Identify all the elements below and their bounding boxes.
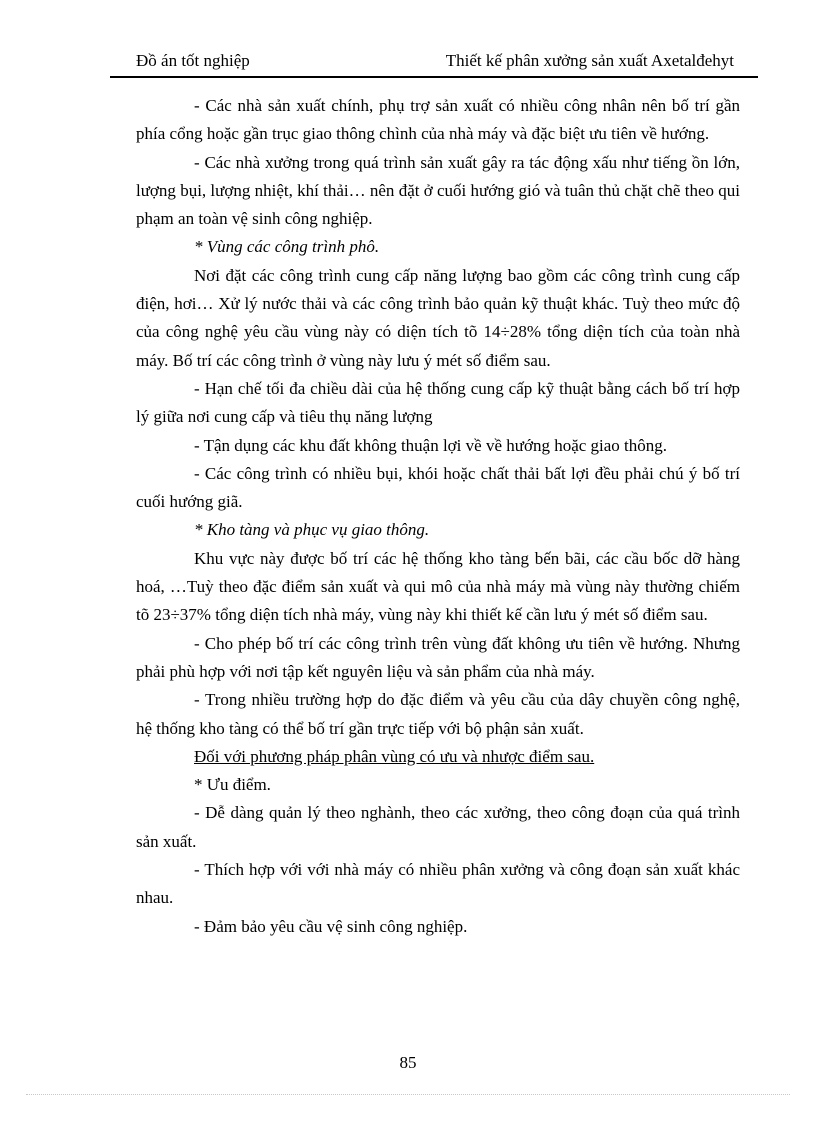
paragraph: - Đảm bảo yêu cầu vệ sinh công nghiệp. <box>194 916 468 936</box>
underlined-heading: Đối với phương pháp phân vùng có ưu và nhược điểm sau. <box>194 746 595 766</box>
section-heading: * Kho tàng và phục vụ giao thông. <box>194 520 430 540</box>
subheading: * Ưu điểm. <box>194 775 271 795</box>
section-heading: * Vùng các công trình phô. <box>194 237 380 257</box>
footer-divider <box>26 1094 790 1095</box>
page-number: 85 <box>399 1053 417 1072</box>
document-body <box>136 92 740 941</box>
header-right-title: Thiết kế phân xưởng sản xuất Axetalđehyt <box>445 51 734 70</box>
page-header <box>110 48 758 78</box>
paragraph: - Cho phép bố trí các công trình trên vùng đất không ưu tiên về hướng. Nhưng phải phù hợp với nơi tập kết nguyên liệu và sản phẩm của nhà máy. <box>136 633 740 681</box>
paragraph: - Hạn chế tối đa chiều dài của hệ thống cung cấp kỹ thuật bằng cách bố trí hợp lý giữa nơi cung cấp và tiêu thụ năng lượng <box>136 378 740 427</box>
paragraph: - Các nhà xưởng trong quá trình sản xuất gây ra tác động xấu như tiếng ồn lớn, lượng bụi, lượng nhiệt, khí thải… nên đặt ở cuối hướng gió và tuân thủ chặt chẽ theo qui phạm an toàn vệ sinh công nghiệp. <box>136 152 740 229</box>
header-left-title: Đồ án tốt nghiệp <box>136 51 250 70</box>
paragraph: Nơi đặt các công trình cung cấp năng lượng bao gồm các công trình cung cấp điện, hơi… Xử lý nước thải và các công trình bảo quản kỹ thuật khác. Tuỳ theo mức độ của công nghệ yêu cầu vùng này có diện tích tõ 14÷28% tổng diện tích của toàn nhà máy. Bố trí các công trình ở vùng này lưu ý mét số điểm sau. <box>136 265 740 370</box>
paragraph: - Các công trình có nhiều bụi, khói hoặc chất thải bất lợi đều phải chú ý bố trí cuối hướng giã. <box>136 463 740 512</box>
paragraph: - Tận dụng các khu đất không thuận lợi về về hướng hoặc giao thông. <box>194 435 668 455</box>
paragraph: - Dễ dàng quản lý theo nghành, theo các xưởng, theo công đoạn của quá trình sản xuất. <box>136 803 740 851</box>
paragraph: - Thích hợp với với nhà máy có nhiều phân xưởng và công đoạn sản xuất khác nhau. <box>136 860 740 908</box>
paragraph: - Trong nhiều trường hợp do đặc điểm và yêu cầu của dây chuyền công nghệ, hệ thống kho tàng có thể bố trí gần trực tiếp với bộ phận sản xuất. <box>136 690 740 738</box>
paragraph: - Các nhà sản xuất chính, phụ trợ sản xuất có nhiều công nhân nên bố trí gần phía cổng hoặc gần trục giao thông chình của nhà máy và đặc biệt ưu tiên về hướng. <box>136 96 740 144</box>
paragraph: Khu vực này được bố trí các hệ thống kho tàng bến bãi, các cầu bốc dỡ hàng hoá, …Tuỳ theo đặc điểm sản xuất và qui mô của nhà máy mà vùng này thường chiếm tõ 23÷37% tổng diện tích nhà máy, vùng này khi thiết kế cần lưu ý mét số điểm sau. <box>136 548 740 625</box>
